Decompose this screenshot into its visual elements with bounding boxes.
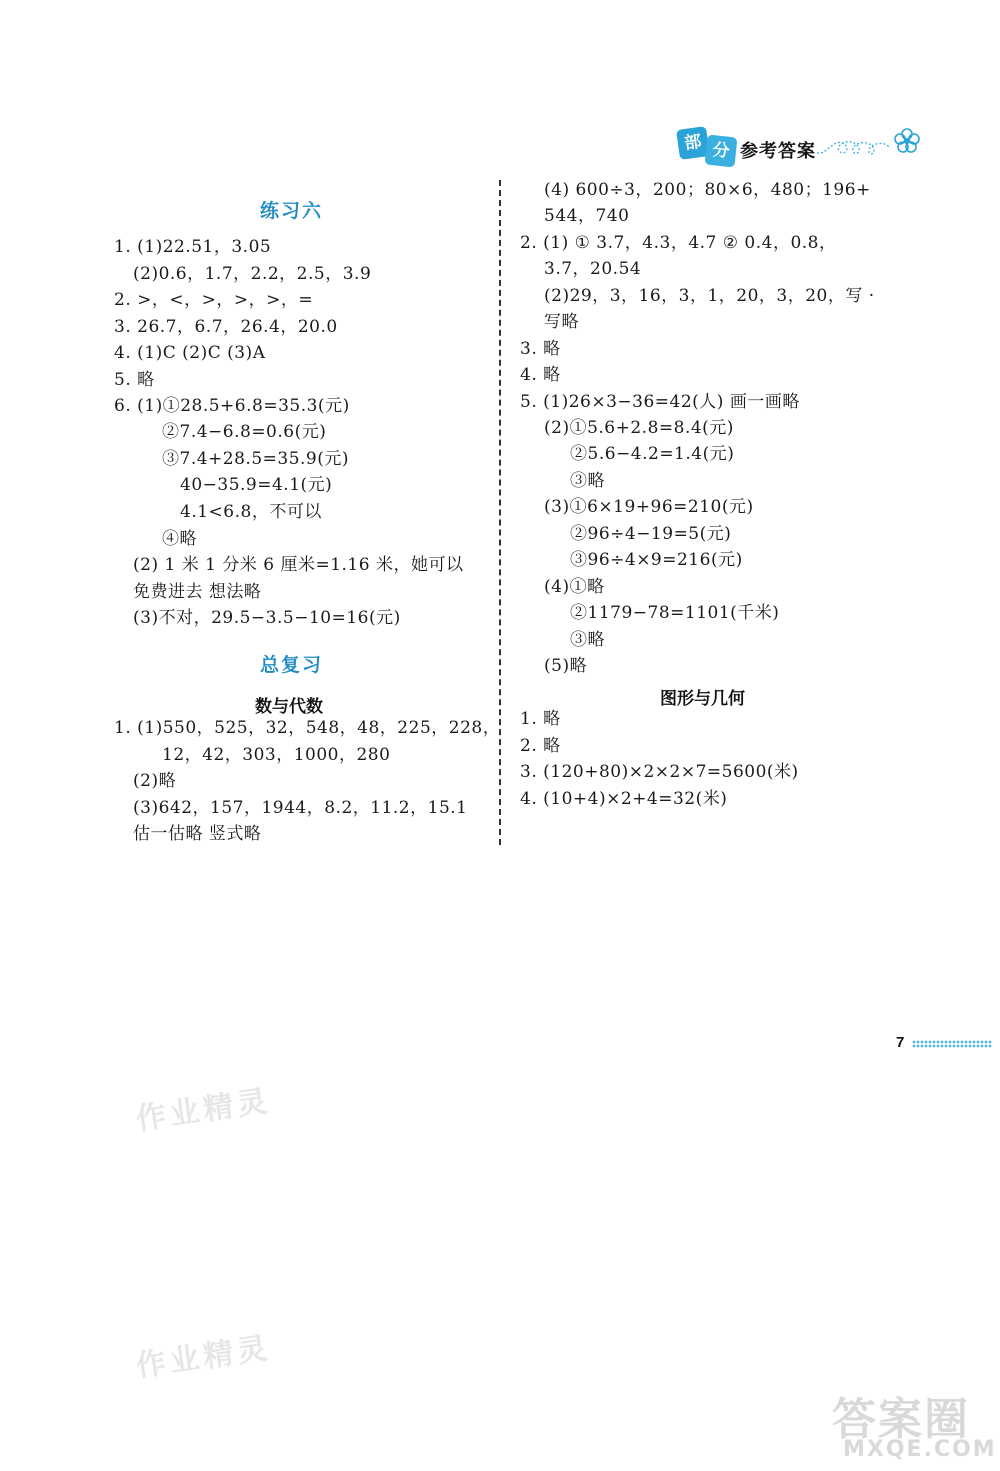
answer-line: (2)29，3，16，3，1，20，3，20，写 · xyxy=(544,286,875,306)
answer-line: ②7.4−6.8=0.6(元) xyxy=(162,422,327,442)
answer-line: 3. (120+80)×2×2×7=5600(米) xyxy=(520,762,799,782)
flower-icon xyxy=(895,129,919,152)
section-heading-exercise-6: 练习六 xyxy=(260,200,324,222)
answer-line: 3. 26.7，6.7，26.4，20.0 xyxy=(114,317,338,337)
answer-line: 12，42，303，1000，280 xyxy=(162,745,391,765)
answer-line: 2. (1) ① 3.7，4.3，4.7 ② 0.4，0.8， xyxy=(520,233,837,253)
answer-line: 5. 略 xyxy=(114,370,155,390)
section-heading-general-review: 总复习 xyxy=(260,654,324,676)
answer-line: (5)略 xyxy=(544,656,588,676)
watermark: 作业精灵 xyxy=(133,1330,274,1385)
answer-line: 40−35.9=4.1(元) xyxy=(180,475,333,495)
answer-line: ③略 xyxy=(570,630,605,650)
answer-line: (2)①5.6+2.8=8.4(元) xyxy=(544,418,734,438)
answer-line: 1. (1)550，525，32，548，48，225，228， xyxy=(114,718,501,738)
answer-line: (4) 600÷3，200；80×6，480；196+ xyxy=(544,180,871,200)
answer-line: 4. (1)C (2)C (3)A xyxy=(114,343,266,363)
answer-line: 5. (1)26×3−36=42(人) 画一画略 xyxy=(520,392,800,412)
answer-line: 2. 略 xyxy=(520,736,561,756)
page-number-decoration xyxy=(912,1040,992,1048)
header-badge-1: 部 xyxy=(676,126,710,160)
swirl-decoration-icon xyxy=(815,125,925,165)
answer-line: 2. >，<，>，>，>，= xyxy=(114,290,314,310)
site-logo: 答案圈 xyxy=(832,1394,970,1445)
column-divider xyxy=(499,180,501,845)
answer-line: 544，740 xyxy=(544,206,630,226)
answer-line: 1. 略 xyxy=(520,709,561,729)
answer-line: 估一估略 竖式略 xyxy=(133,824,262,844)
page-number: 7 xyxy=(896,1034,905,1051)
answer-line: (2)0.6，1.7，2.2，2.5，3.9 xyxy=(133,264,372,284)
answer-line: ②96÷4−19=5(元) xyxy=(570,524,732,544)
subheading-numbers-algebra: 数与代数 xyxy=(255,697,323,717)
answer-line: ③略 xyxy=(570,471,605,491)
answer-line: 写略 xyxy=(544,312,579,332)
answer-line: (4)①略 xyxy=(544,577,605,597)
subheading-geometry: 图形与几何 xyxy=(660,689,745,709)
answer-line: 4. (10+4)×2+4=32(米) xyxy=(520,789,728,809)
answer-line: 1. (1)22.51，3.05 xyxy=(114,237,272,257)
answer-line: 3.7，20.54 xyxy=(544,259,642,279)
answer-line: (3)①6×19+96=210(元) xyxy=(544,497,754,517)
answer-line: (2) 1 米 1 分米 6 厘米=1.16 米，她可以 xyxy=(133,555,464,575)
answer-line: ③96÷4×9=216(元) xyxy=(570,550,743,570)
answer-line: (3)不对，29.5−3.5−10=16(元) xyxy=(133,608,401,628)
answer-line: 4. 略 xyxy=(520,365,561,385)
answer-line: ③7.4+28.5=35.9(元) xyxy=(162,449,349,469)
answer-line: (2)略 xyxy=(133,771,177,791)
answer-line: 3. 略 xyxy=(520,339,561,359)
answer-line: 4.1<6.8，不可以 xyxy=(180,502,322,522)
header-title: 参考答案 xyxy=(740,141,816,162)
answer-line: ④略 xyxy=(162,529,197,549)
answer-line: (3)642，157，1944，8.2，11.2，15.1 xyxy=(133,798,468,818)
answer-line: 免费进去 想法略 xyxy=(133,582,262,602)
header-badge-2: 分 xyxy=(705,135,738,168)
answer-line: ②5.6−4.2=1.4(元) xyxy=(570,444,735,464)
answer-line: ②1179−78=1101(千米) xyxy=(570,603,780,623)
site-logo-url: MXQE.COM xyxy=(843,1437,997,1462)
watermark: 作业精灵 xyxy=(133,1083,274,1138)
answer-line: 6. (1)①28.5+6.8=35.3(元) xyxy=(114,396,350,416)
